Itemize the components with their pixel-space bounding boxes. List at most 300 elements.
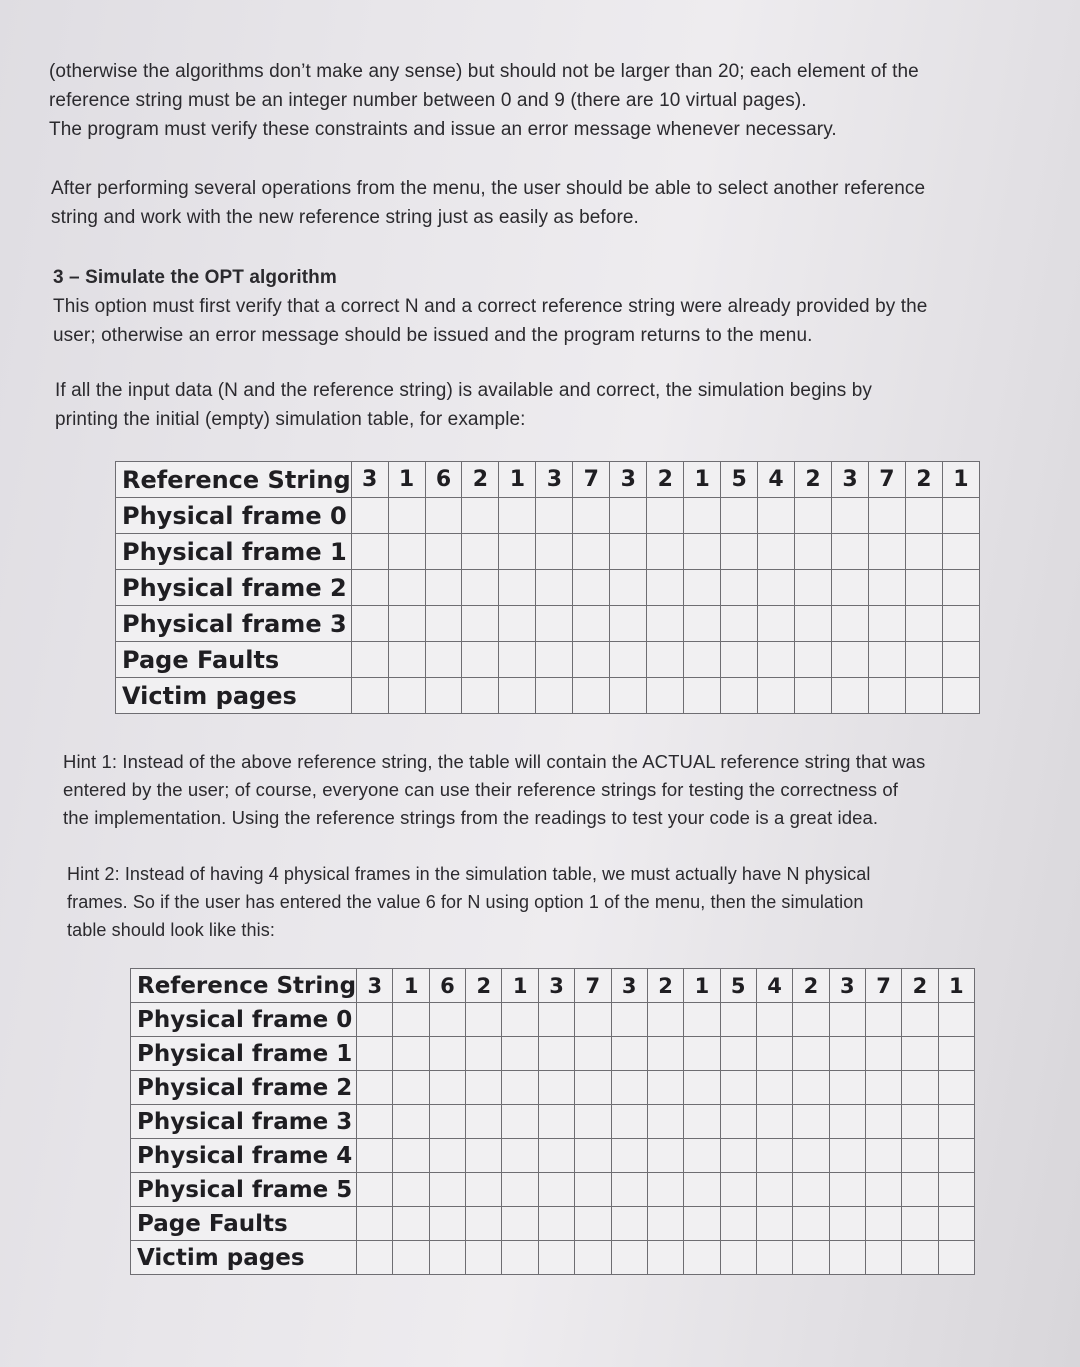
empty-cell	[721, 498, 758, 534]
empty-cell	[393, 1037, 429, 1071]
row-label: Physical frame 0	[131, 1003, 357, 1037]
empty-cell	[647, 606, 684, 642]
empty-cell	[388, 570, 425, 606]
empty-cell	[502, 1241, 538, 1275]
reference-value-cell: 3	[611, 969, 647, 1003]
reference-value-cell: 5	[720, 969, 756, 1003]
empty-cell	[647, 1037, 683, 1071]
reference-value-cell: 2	[905, 462, 942, 498]
empty-cell	[351, 534, 388, 570]
empty-cell	[538, 1173, 574, 1207]
row-label: Physical frame 1	[131, 1037, 357, 1071]
empty-cell	[466, 1241, 502, 1275]
text-line: the implementation. Using the reference strings from the readings to test your code is a great idea.	[63, 807, 879, 828]
hint-2-paragraph	[67, 860, 871, 944]
empty-cell	[793, 1139, 829, 1173]
empty-cell	[684, 498, 721, 534]
empty-cell	[573, 534, 610, 570]
empty-cell	[536, 534, 573, 570]
reference-value-cell: 4	[758, 462, 795, 498]
empty-cell	[611, 1105, 647, 1139]
empty-cell	[795, 642, 832, 678]
empty-cell	[647, 1173, 683, 1207]
reference-value-cell: 5	[721, 462, 758, 498]
empty-cell	[647, 1003, 683, 1037]
empty-cell	[538, 1003, 574, 1037]
empty-cell	[575, 1037, 611, 1071]
table-row	[131, 1003, 975, 1037]
empty-cell	[610, 606, 647, 642]
empty-cell	[793, 1105, 829, 1139]
reference-string-row	[116, 462, 980, 498]
empty-cell	[832, 642, 869, 678]
empty-cell	[795, 498, 832, 534]
empty-cell	[611, 1003, 647, 1037]
row-label: Physical frame 3	[116, 606, 352, 642]
simulation-table-4-frames	[115, 461, 980, 714]
empty-cell	[502, 1037, 538, 1071]
empty-cell	[756, 1207, 792, 1241]
text-line: string and work with the new reference string just as easily as before.	[51, 207, 639, 228]
empty-cell	[865, 1139, 901, 1173]
empty-cell	[388, 642, 425, 678]
row-label: Page Faults	[131, 1207, 357, 1241]
empty-cell	[756, 1071, 792, 1105]
empty-cell	[429, 1207, 465, 1241]
empty-cell	[502, 1003, 538, 1037]
empty-cell	[502, 1173, 538, 1207]
empty-cell	[575, 1139, 611, 1173]
empty-cell	[647, 570, 684, 606]
empty-cell	[575, 1003, 611, 1037]
empty-cell	[611, 1037, 647, 1071]
empty-cell	[538, 1037, 574, 1071]
empty-cell	[905, 642, 942, 678]
empty-cell	[684, 606, 721, 642]
empty-cell	[351, 678, 388, 714]
empty-cell	[611, 1071, 647, 1105]
empty-cell	[425, 642, 462, 678]
empty-cell	[575, 1207, 611, 1241]
empty-cell	[795, 534, 832, 570]
reference-value-cell: 7	[575, 969, 611, 1003]
empty-cell	[865, 1071, 901, 1105]
empty-cell	[902, 1241, 938, 1275]
simulation-table-6-frames	[130, 968, 975, 1275]
table-row	[131, 1071, 975, 1105]
text-line: After performing several operations from the menu, the user should be able to select another reference	[51, 178, 926, 199]
empty-cell	[573, 570, 610, 606]
empty-cell	[462, 678, 499, 714]
empty-cell	[502, 1139, 538, 1173]
empty-cell	[720, 1207, 756, 1241]
empty-cell	[425, 606, 462, 642]
empty-cell	[758, 606, 795, 642]
empty-cell	[393, 1241, 429, 1275]
empty-cell	[684, 1105, 720, 1139]
empty-cell	[829, 1105, 865, 1139]
empty-cell	[938, 1071, 974, 1105]
empty-cell	[942, 534, 979, 570]
empty-cell	[758, 642, 795, 678]
table-row	[131, 1173, 975, 1207]
empty-cell	[611, 1241, 647, 1275]
row-label: Physical frame 3	[131, 1105, 357, 1139]
empty-cell	[393, 1207, 429, 1241]
text-line: If all the input data (N and the reference string) is available and correct, the simulation begins by	[55, 380, 872, 401]
reselect-paragraph	[51, 174, 925, 232]
reference-value-cell: 2	[462, 462, 499, 498]
empty-cell	[942, 678, 979, 714]
empty-cell	[721, 678, 758, 714]
empty-cell	[902, 1037, 938, 1071]
empty-cell	[795, 678, 832, 714]
empty-cell	[466, 1173, 502, 1207]
table-row	[116, 498, 980, 534]
empty-cell	[611, 1173, 647, 1207]
empty-cell	[610, 570, 647, 606]
empty-cell	[684, 1037, 720, 1071]
empty-cell	[573, 606, 610, 642]
empty-cell	[756, 1139, 792, 1173]
empty-cell	[429, 1037, 465, 1071]
empty-cell	[902, 1139, 938, 1173]
empty-cell	[499, 606, 536, 642]
empty-cell	[499, 678, 536, 714]
empty-cell	[902, 1105, 938, 1139]
row-label: Reference String	[116, 462, 352, 498]
empty-cell	[832, 570, 869, 606]
empty-cell	[684, 534, 721, 570]
empty-cell	[829, 1037, 865, 1071]
table-row	[131, 1105, 975, 1139]
table-row	[116, 642, 980, 678]
empty-cell	[351, 498, 388, 534]
empty-cell	[611, 1207, 647, 1241]
empty-cell	[647, 1207, 683, 1241]
empty-cell	[720, 1241, 756, 1275]
empty-cell	[938, 1003, 974, 1037]
empty-cell	[905, 606, 942, 642]
empty-cell	[575, 1105, 611, 1139]
empty-cell	[868, 570, 905, 606]
empty-cell	[758, 570, 795, 606]
reference-value-cell: 7	[573, 462, 610, 498]
empty-cell	[684, 642, 721, 678]
empty-cell	[758, 498, 795, 534]
empty-cell	[647, 642, 684, 678]
empty-cell	[538, 1105, 574, 1139]
empty-cell	[938, 1173, 974, 1207]
empty-cell	[611, 1139, 647, 1173]
empty-cell	[938, 1037, 974, 1071]
empty-cell	[425, 534, 462, 570]
empty-cell	[499, 570, 536, 606]
empty-cell	[610, 678, 647, 714]
empty-cell	[502, 1105, 538, 1139]
empty-cell	[756, 1105, 792, 1139]
row-label: Physical frame 5	[131, 1173, 357, 1207]
reference-string-row	[131, 969, 975, 1003]
empty-cell	[684, 678, 721, 714]
table-row	[116, 678, 980, 714]
reference-value-cell: 3	[538, 969, 574, 1003]
text-line: printing the initial (empty) simulation table, for example:	[55, 409, 526, 430]
empty-cell	[462, 606, 499, 642]
row-label: Page Faults	[116, 642, 352, 678]
empty-cell	[536, 606, 573, 642]
empty-cell	[721, 534, 758, 570]
empty-cell	[793, 1037, 829, 1071]
empty-cell	[647, 1071, 683, 1105]
empty-cell	[393, 1003, 429, 1037]
empty-cell	[942, 570, 979, 606]
empty-cell	[647, 534, 684, 570]
reference-value-cell: 3	[829, 969, 865, 1003]
empty-cell	[793, 1241, 829, 1275]
empty-cell	[357, 1003, 393, 1037]
empty-cell	[610, 534, 647, 570]
empty-cell	[793, 1003, 829, 1037]
empty-cell	[499, 498, 536, 534]
empty-cell	[536, 642, 573, 678]
reference-value-cell: 1	[938, 969, 974, 1003]
empty-cell	[357, 1139, 393, 1173]
empty-cell	[575, 1071, 611, 1105]
empty-cell	[388, 498, 425, 534]
text-line: (otherwise the algorithms don’t make any sense) but should not be larger than 20; each element of the	[49, 61, 919, 82]
empty-cell	[351, 642, 388, 678]
empty-cell	[865, 1003, 901, 1037]
empty-cell	[902, 1003, 938, 1037]
empty-cell	[393, 1105, 429, 1139]
text-line: reference string must be an integer number between 0 and 9 (there are 10 virtual pages).	[49, 90, 807, 111]
empty-cell	[720, 1173, 756, 1207]
empty-cell	[756, 1037, 792, 1071]
empty-cell	[393, 1173, 429, 1207]
empty-cell	[942, 498, 979, 534]
reference-value-cell: 3	[351, 462, 388, 498]
empty-cell	[466, 1003, 502, 1037]
empty-cell	[720, 1071, 756, 1105]
empty-cell	[357, 1105, 393, 1139]
reference-value-cell: 1	[393, 969, 429, 1003]
empty-cell	[756, 1241, 792, 1275]
section-heading: 3 – Simulate the OPT algorithm	[53, 267, 337, 288]
empty-cell	[429, 1105, 465, 1139]
empty-cell	[720, 1037, 756, 1071]
empty-cell	[865, 1207, 901, 1241]
table-row	[131, 1037, 975, 1071]
empty-cell	[351, 606, 388, 642]
empty-cell	[795, 606, 832, 642]
row-label: Physical frame 2	[131, 1071, 357, 1105]
empty-cell	[536, 498, 573, 534]
empty-cell	[466, 1207, 502, 1241]
reference-value-cell: 3	[832, 462, 869, 498]
empty-cell	[388, 678, 425, 714]
empty-cell	[829, 1241, 865, 1275]
empty-cell	[865, 1173, 901, 1207]
empty-cell	[905, 570, 942, 606]
reference-value-cell: 2	[793, 969, 829, 1003]
empty-cell	[902, 1173, 938, 1207]
empty-cell	[466, 1139, 502, 1173]
empty-cell	[388, 534, 425, 570]
empty-cell	[868, 606, 905, 642]
empty-cell	[829, 1003, 865, 1037]
empty-cell	[905, 678, 942, 714]
empty-cell	[425, 570, 462, 606]
empty-cell	[536, 570, 573, 606]
reference-value-cell: 7	[868, 462, 905, 498]
empty-cell	[868, 678, 905, 714]
empty-cell	[575, 1241, 611, 1275]
empty-cell	[573, 678, 610, 714]
text-line: Hint 1: Instead of the above reference string, the table will contain the ACTUAL reference string that was	[63, 751, 926, 772]
empty-cell	[868, 534, 905, 570]
empty-cell	[938, 1241, 974, 1275]
empty-cell	[429, 1003, 465, 1037]
empty-cell	[684, 1173, 720, 1207]
empty-cell	[466, 1071, 502, 1105]
empty-cell	[647, 1105, 683, 1139]
section-3	[53, 263, 927, 350]
empty-cell	[758, 534, 795, 570]
empty-cell	[793, 1071, 829, 1105]
empty-cell	[357, 1173, 393, 1207]
empty-cell	[905, 498, 942, 534]
reference-value-cell: 1	[502, 969, 538, 1003]
empty-cell	[573, 498, 610, 534]
empty-cell	[429, 1139, 465, 1173]
text-line: entered by the user; of course, everyone can use their reference strings for testing the correctness of	[63, 779, 899, 800]
reference-value-cell: 1	[499, 462, 536, 498]
empty-cell	[938, 1207, 974, 1241]
empty-cell	[538, 1207, 574, 1241]
empty-cell	[357, 1207, 393, 1241]
empty-cell	[756, 1003, 792, 1037]
empty-cell	[647, 498, 684, 534]
empty-cell	[684, 570, 721, 606]
reference-value-cell: 1	[388, 462, 425, 498]
hint-1-paragraph	[63, 748, 925, 832]
empty-cell	[684, 1207, 720, 1241]
table-row	[116, 570, 980, 606]
row-label: Physical frame 1	[116, 534, 352, 570]
empty-cell	[795, 570, 832, 606]
empty-cell	[425, 678, 462, 714]
empty-cell	[357, 1241, 393, 1275]
empty-cell	[502, 1207, 538, 1241]
empty-cell	[502, 1071, 538, 1105]
empty-cell	[536, 678, 573, 714]
row-label: Physical frame 0	[116, 498, 352, 534]
empty-cell	[462, 534, 499, 570]
empty-cell	[865, 1105, 901, 1139]
empty-cell	[647, 1139, 683, 1173]
reference-value-cell: 3	[357, 969, 393, 1003]
reference-value-cell: 6	[425, 462, 462, 498]
table-row	[116, 534, 980, 570]
empty-cell	[832, 606, 869, 642]
text-line: frames. So if the user has entered the value 6 for N using option 1 of the menu, then the simulation	[67, 892, 864, 912]
reference-value-cell: 2	[466, 969, 502, 1003]
empty-cell	[829, 1207, 865, 1241]
empty-cell	[647, 678, 684, 714]
reference-value-cell: 2	[902, 969, 938, 1003]
row-label: Victim pages	[116, 678, 352, 714]
empty-cell	[538, 1139, 574, 1173]
empty-cell	[721, 606, 758, 642]
text-line: This option must first verify that a correct N and a correct reference string were already provided by the	[53, 296, 928, 317]
empty-cell	[466, 1105, 502, 1139]
table-row	[131, 1139, 975, 1173]
reference-value-cell: 6	[429, 969, 465, 1003]
empty-cell	[466, 1037, 502, 1071]
reference-value-cell: 3	[610, 462, 647, 498]
reference-value-cell: 3	[536, 462, 573, 498]
empty-cell	[905, 534, 942, 570]
empty-cell	[538, 1071, 574, 1105]
empty-cell	[393, 1071, 429, 1105]
reference-value-cell: 2	[647, 969, 683, 1003]
empty-cell	[942, 642, 979, 678]
empty-cell	[942, 606, 979, 642]
text-line: The program must verify these constraints and issue an error message whenever necessary.	[49, 119, 837, 140]
empty-cell	[684, 1241, 720, 1275]
empty-cell	[684, 1139, 720, 1173]
reference-value-cell: 7	[865, 969, 901, 1003]
empty-cell	[938, 1105, 974, 1139]
empty-cell	[938, 1139, 974, 1173]
empty-cell	[357, 1071, 393, 1105]
simulation-intro-paragraph	[55, 376, 872, 434]
empty-cell	[573, 642, 610, 678]
empty-cell	[351, 570, 388, 606]
empty-cell	[610, 498, 647, 534]
empty-cell	[538, 1241, 574, 1275]
reference-value-cell: 2	[795, 462, 832, 498]
empty-cell	[865, 1037, 901, 1071]
empty-cell	[758, 678, 795, 714]
empty-cell	[720, 1139, 756, 1173]
empty-cell	[721, 642, 758, 678]
empty-cell	[499, 534, 536, 570]
empty-cell	[647, 1241, 683, 1275]
text-line: Hint 2: Instead of having 4 physical frames in the simulation table, we must actually have N physical	[67, 864, 871, 884]
empty-cell	[756, 1173, 792, 1207]
reference-value-cell: 4	[756, 969, 792, 1003]
empty-cell	[832, 534, 869, 570]
empty-cell	[393, 1139, 429, 1173]
empty-cell	[462, 498, 499, 534]
row-label: Physical frame 2	[116, 570, 352, 606]
empty-cell	[902, 1071, 938, 1105]
empty-cell	[575, 1173, 611, 1207]
row-label: Physical frame 4	[131, 1139, 357, 1173]
empty-cell	[429, 1241, 465, 1275]
text-line: table should look like this:	[67, 920, 275, 940]
empty-cell	[684, 1071, 720, 1105]
empty-cell	[793, 1207, 829, 1241]
empty-cell	[429, 1173, 465, 1207]
empty-cell	[462, 570, 499, 606]
empty-cell	[357, 1037, 393, 1071]
empty-cell	[429, 1071, 465, 1105]
empty-cell	[721, 570, 758, 606]
empty-cell	[684, 1003, 720, 1037]
